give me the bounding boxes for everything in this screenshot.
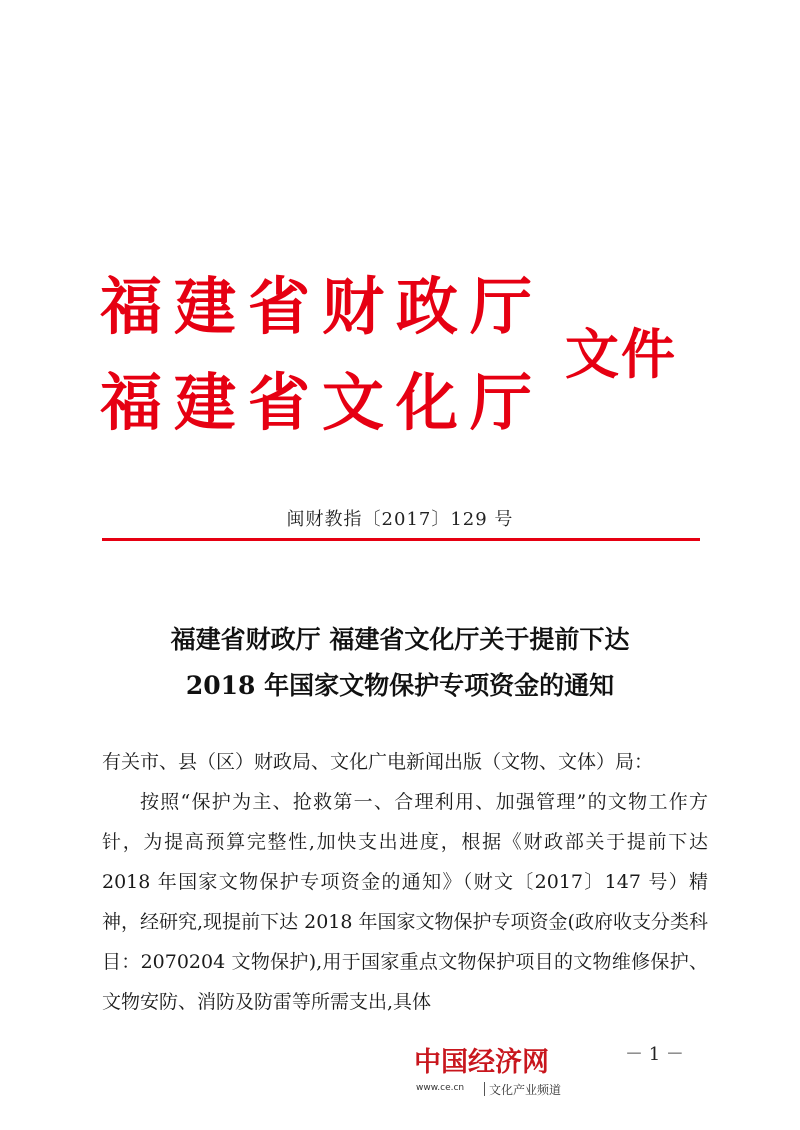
logo-separator bbox=[484, 1082, 485, 1096]
issuer-finance-dept: 福建省财政厅 bbox=[100, 270, 545, 343]
document-word: 文件 bbox=[565, 323, 677, 386]
document-title bbox=[0, 617, 800, 709]
red-divider bbox=[102, 538, 700, 541]
logo-channel: 文化产业频道 bbox=[489, 1083, 562, 1097]
title-line-2: 2018 年国家文物保护专项资金的通知 bbox=[185, 671, 615, 700]
logo-text: 中国经济网 bbox=[414, 1047, 549, 1078]
logo-url: www.ce.cn bbox=[416, 1083, 465, 1093]
body-paragraph: 按照“保护为主、抢救第一、合理利用、加强管理”的文物工作方针，为提高预算完整性,加快支出进度，根据《财政部关于提前下达 2018 年国家文物保护专项资金的通知》（财文〔2017〕147 号）精神，经研究,现提前下达 2018 年国家文物保护专项资金(政府收支分类科目：2070204 文物保护),用于国家重点文物保护项目的文物维修保护、文物安防、消防及防雷等所需支出,具体 bbox=[102, 791, 708, 1013]
salutation: 有关市、县（区）财政局、文化广电新闻出版（文物、文体）局： bbox=[102, 751, 654, 773]
issuer-culture-dept: 福建省文化厅 bbox=[100, 366, 545, 439]
document-body bbox=[102, 742, 708, 1022]
page-number: － 1 － bbox=[625, 1044, 684, 1065]
document-number: 闽财教指〔2017〕129 号 bbox=[286, 509, 514, 530]
document-header bbox=[100, 258, 720, 448]
title-line-1: 福建省财政厅 福建省文化厅关于提前下达 bbox=[170, 625, 630, 654]
ce-cn-logo bbox=[414, 1040, 564, 1106]
